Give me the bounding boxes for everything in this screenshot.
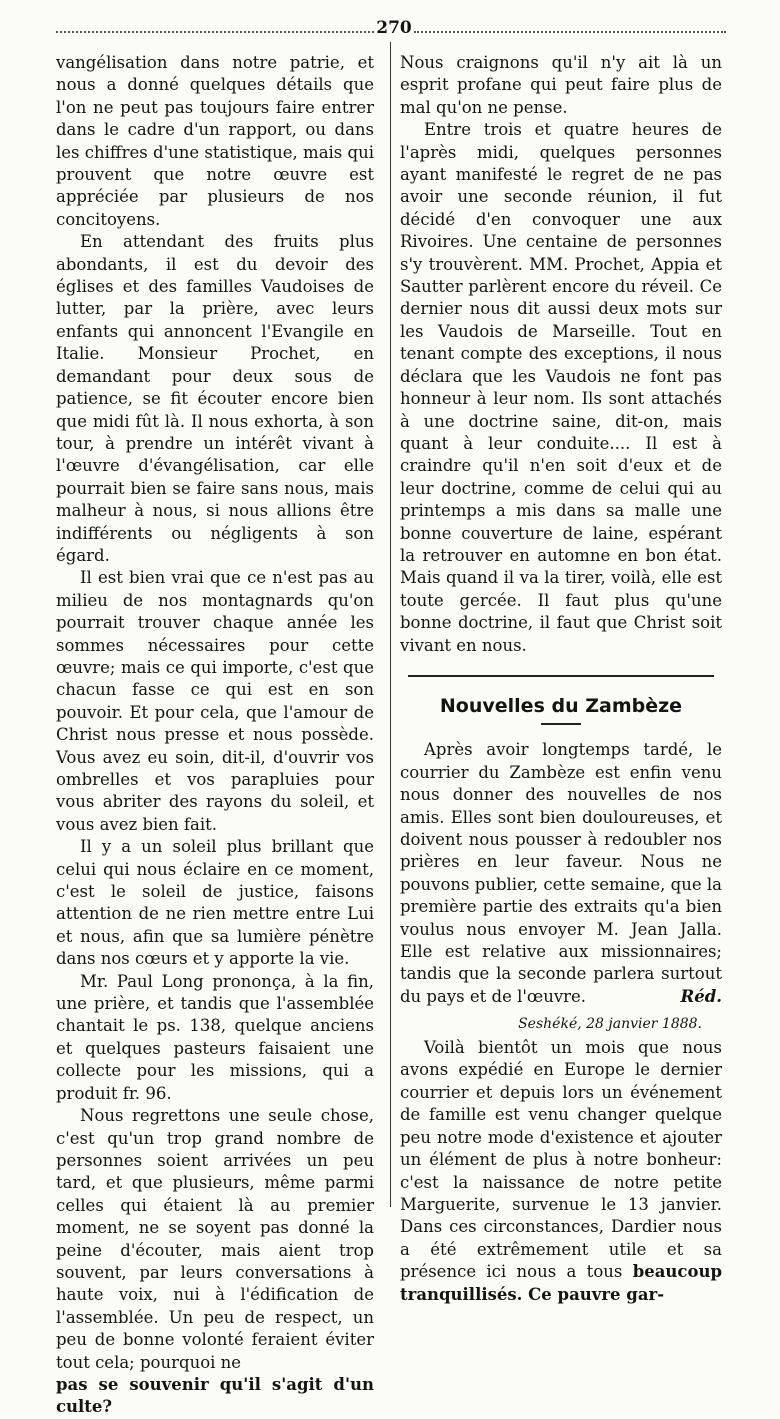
section-intro-text [400, 739, 722, 1008]
letter-dateline: Seshéké, 28 janvier 1888. [518, 1015, 702, 1032]
column-divider [390, 42, 391, 1207]
page-number: 270 [376, 18, 412, 38]
letter-paragraph [400, 1037, 722, 1306]
paragraph: Nous regrettons une seule chose, c'est qu'un trop grand nombre de personnes soient arrivées un peu tard, et que plusieurs, même parmi celles qui étaient là au premier moment, ne se soyent pas donné la peine d'écouter, mais aient trop souvent, par leurs conversations à haute voix, nui à l'édification de l'assemblée. Un peu de respect, un peu de bonne volonté feraient éviter tout cela; pourquoi ne [56, 1106, 374, 1372]
letter-text-bold: beaucoup tranquillisés. Ce pauvre gar- [400, 1262, 722, 1304]
paragraph: Il y a un soleil plus brillant que celui qui nous éclaire en ce moment, c'est le soleil de justice, faisons attention de ne rien mettre entre Lui et nous, afin que sa lumière pénètre dans nos cœurs et y apporte la vie. [56, 837, 374, 969]
paragraph: Il est bien vrai que ce n'est pas au milieu de nos montagnards qu'on pourrait trouver chaque année les sommes nécessaires pour cette œuvre; mais ce qui importe, c'est que chacun fasse ce qui est en son pouvoir. Et pour cela, que l'amour de Christ nous presse et nous possède. Vous avez eu soin, dit-il, d'ouvrir vos ombrelles et vos parapluies pour vous abriter des rayons du soleil, et vous avez bien fait. [56, 568, 374, 834]
paragraph: Nous craignons qu'il n'y ait là un esprit profane qui peut faire plus de mal qu'on ne pense. [400, 53, 722, 117]
right-column-top-text [400, 52, 722, 657]
paragraph: Entre trois et quatre heures de l'après midi, quelques personnes ayant manifesté le regret de ne pas avoir une seconde réunion, il fut décidé d'en convoquer une aux Rivoires. Une centaine de personnes s'y trouvèrent. MM. Prochet, Appia et Sautter parlèrent encore du réveil. Ce dernier nous dit aussi deux mots sur les Vaudois de Marseille. Tout en tenant compte des exceptions, il nous déclara que les Vaudois ne font pas honneur à leur nom. Ils sont attachés à une doctrine saine, dit-on, mais quant à leur conduite.... Il est à craindre qu'il n'en soit d'eux et de leur doctrine, comme de celui qui au printemps a mis dans sa malle une bonne couverture de laine, espérant la retrouver en automne en bon état. Mais quand il va la tirer, voilà, elle est toute gercée. Il faut plus qu'une bonne doctrine, il faut que Christ soit vivant en nous. [400, 120, 722, 655]
editor-signature: Réd. [680, 987, 722, 1007]
paragraph: Mr. Paul Long prononça, à la fin, une prière, et tandis que l'assemblée chantait le ps. 138, quelque anciens et quelques pasteurs faisaient une collecte pour les missions, qui a produit fr. 96. [56, 971, 374, 1103]
section-title-rule [541, 723, 581, 725]
letter-text: Voilà bientôt un mois que nous avons expédié en Europe le dernier courrier et depuis lors un événement de famille est venu changer quelque peu notre mode d'existence et ajouter un élément de plus à notre bonheur: c'est la naissance de notre petite Marguerite, survenue le 13 janvier. Dans ces circonstances, Dardier nous a été extrêmement utile et sa présence ici nous a tous [400, 1038, 722, 1282]
left-column [56, 52, 374, 1419]
paragraph: En attendant des fruits plus abondants, il est du devoir des églises et des familles Vaudoises de lutter, par la prière, avec leurs enfants qui annoncent l'Evangile en Italie. Monsieur Prochet, en demandant pour deux sous de patience, se fit écouter encore bien que midi fût là. Il nous exhorta, à son tour, à prendre un intérêt vivant à l'œuvre d'évangélisation, car elle pourrait bien se faire sans nous, mais malheur à nous, si nous allions être indifférents ou négligents à son égard. [56, 232, 374, 565]
section-divider [408, 675, 714, 677]
header-rule-right [414, 31, 726, 33]
paragraph: pas se souvenir qu'il s'agit d'un culte? [56, 1374, 374, 1417]
paragraph: vangélisation dans notre patrie, et nous a donné quelques détails que l'on ne peut pas toujours faire entrer dans le cadre d'un rapport, ou dans les chiffres d'une statistique, mais qui prouvent que notre œuvre est appréciée par plusieurs de nos concitoyens. [56, 53, 374, 229]
section-title: Nouvelles du Zambèze [439, 694, 683, 717]
header-rule-left [56, 31, 374, 33]
right-column [400, 52, 722, 1306]
paragraph: Après avoir longtemps tardé, le courrier du Zambèze est enfin venu nous donner des nouvelles de nos amis. Elles sont bien douloureuses, et doivent nous pousser à redoubler nos prières en leur faveur. Nous ne pouvons publier, cette semaine, que la première partie des extraits qu'a bien voulus nous envoyer M. Jean Jalla. Elle est relative aux missionnaires; tandis que la seconde parlera surtout du pays et de l'œuvre. [400, 740, 722, 1006]
